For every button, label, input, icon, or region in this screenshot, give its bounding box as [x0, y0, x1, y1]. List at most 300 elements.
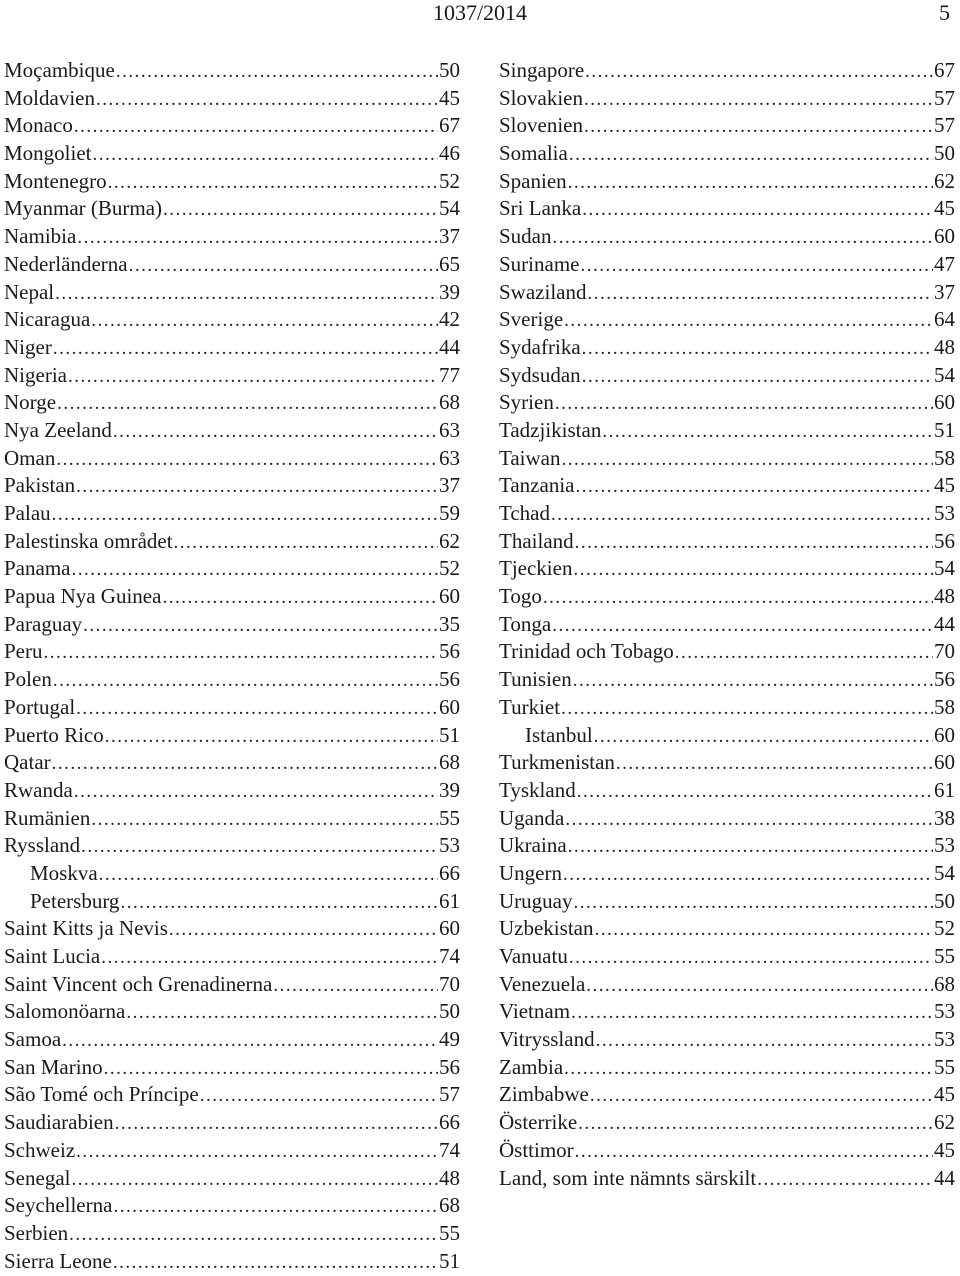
entry-name: Slovakien	[499, 85, 583, 110]
entry-name: Ryssland	[4, 833, 81, 858]
index-entry	[4, 528, 460, 556]
dot-leader	[564, 1055, 933, 1083]
entry-page-number: 57	[439, 1082, 460, 1107]
index-entry	[4, 998, 460, 1026]
dot-leader	[675, 639, 933, 667]
index-entry	[4, 1220, 460, 1248]
dot-leader	[91, 806, 438, 834]
entry-name: Monaco	[4, 113, 73, 138]
index-entry	[499, 140, 955, 168]
dot-leader	[573, 667, 933, 695]
index-entry	[499, 1137, 955, 1165]
entry-name: Trinidad och Tobago	[499, 639, 674, 664]
entry-page-number: 50	[439, 58, 460, 82]
index-entry	[499, 777, 955, 805]
index-entry	[4, 251, 460, 279]
dot-leader	[596, 1027, 933, 1055]
index-entry	[499, 1054, 955, 1082]
entry-page-number: 56	[934, 667, 955, 692]
entry-page-number: 74	[439, 944, 460, 968]
dot-leader	[113, 1249, 438, 1276]
index-entry	[499, 555, 955, 583]
index-entry	[4, 555, 460, 583]
entry-name: Paraguay	[4, 611, 83, 636]
entry-name: Serbien	[4, 1220, 69, 1245]
index-entry	[499, 528, 955, 556]
entry-name: Seychellerna	[4, 1193, 113, 1218]
entry-page-number: 56	[439, 667, 460, 692]
dot-leader	[62, 1027, 438, 1055]
dot-leader	[573, 889, 933, 917]
entry-page-number: 51	[439, 1248, 460, 1273]
entry-name: Tjeckien	[499, 556, 573, 581]
dot-leader	[91, 307, 438, 335]
dot-leader	[174, 529, 438, 557]
entry-page-number: 60	[439, 916, 460, 941]
entry-page-number: 54	[439, 196, 460, 221]
entry-page-number: 67	[439, 113, 460, 138]
entry-name: Östtimor	[499, 1137, 574, 1162]
entry-page-number: 44	[439, 334, 460, 359]
dot-leader	[569, 944, 933, 972]
entry-page-number: 51	[439, 722, 460, 747]
dot-leader	[52, 750, 438, 778]
entry-name: Norge	[4, 390, 57, 415]
dot-leader	[575, 529, 933, 557]
entry-name: Palestinska området	[4, 528, 173, 553]
dot-leader	[551, 501, 933, 529]
dot-leader	[586, 972, 933, 1000]
entry-name: Taiwan	[499, 445, 561, 470]
entry-name: Panama	[4, 556, 71, 581]
dot-leader	[99, 861, 438, 889]
dot-leader	[116, 58, 438, 86]
entry-name: Vitryssland	[499, 1027, 595, 1052]
entry-name: Rumänien	[4, 805, 91, 830]
entry-name: Moçambique	[4, 58, 115, 82]
entry-name: Puerto Rico	[4, 722, 104, 747]
entry-page-number: 63	[439, 417, 460, 442]
entry-page-number: 63	[439, 445, 460, 470]
entry-name: Pakistan	[4, 473, 76, 498]
entry-page-number: 60	[439, 694, 460, 719]
index-entry	[4, 1054, 460, 1082]
index-entry	[499, 306, 955, 334]
entry-name: Suriname	[499, 251, 580, 276]
dot-leader	[105, 723, 438, 751]
dot-leader	[162, 584, 438, 612]
dot-leader	[555, 390, 933, 418]
dot-leader	[76, 473, 438, 501]
dot-leader	[69, 1221, 438, 1249]
index-entry	[4, 112, 460, 140]
entry-page-number: 49	[439, 1027, 460, 1052]
entry-page-number: 61	[439, 888, 460, 913]
entry-page-number: 58	[934, 694, 955, 719]
entry-name: Niger	[4, 334, 52, 359]
index-entry	[499, 417, 955, 445]
dot-leader	[575, 473, 933, 501]
entry-page-number: 62	[934, 1110, 955, 1135]
entry-name: Sverige	[499, 307, 564, 332]
entry-page-number: 37	[439, 224, 460, 249]
index-entry	[499, 112, 955, 140]
entry-name: Samoa	[4, 1027, 62, 1052]
index-entry	[4, 1109, 460, 1137]
entry-name: Moldavien	[4, 85, 95, 110]
entry-name: Nya Zeeland	[4, 417, 112, 442]
dot-leader	[580, 252, 933, 280]
index-entry	[4, 57, 460, 85]
dot-leader	[71, 556, 438, 584]
entry-name: Ukraina	[499, 833, 567, 858]
dot-leader	[108, 169, 438, 197]
entry-page-number: 56	[439, 1054, 460, 1079]
index-subentry	[4, 888, 460, 916]
dot-leader	[68, 363, 438, 391]
dot-leader	[553, 224, 934, 252]
entry-name: Vanuatu	[499, 944, 568, 968]
entry-name: Togo	[499, 584, 542, 609]
dot-leader	[44, 639, 439, 667]
index-entry	[499, 223, 955, 251]
entry-page-number: 55	[934, 944, 955, 968]
entry-name: Portugal	[4, 694, 76, 719]
index-entry	[4, 362, 460, 390]
entry-page-number: 56	[934, 528, 955, 553]
entry-name: Land, som inte nämnts särskilt	[499, 1165, 757, 1190]
dot-leader	[564, 307, 933, 335]
entry-name: Österrike	[499, 1110, 578, 1135]
entry-page-number: 55	[934, 1054, 955, 1079]
page-header	[0, 0, 960, 30]
dot-leader	[77, 224, 438, 252]
entry-name: Sydafrika	[499, 334, 581, 359]
dot-leader	[552, 612, 933, 640]
dot-leader	[561, 695, 933, 723]
entry-page-number: 60	[934, 390, 955, 415]
index-entry	[4, 694, 460, 722]
entry-name: Uruguay	[499, 888, 573, 913]
dot-leader	[126, 999, 438, 1027]
index-entry	[499, 971, 955, 999]
index-entry	[499, 1109, 955, 1137]
dot-leader	[568, 169, 933, 197]
entry-name: Syrien	[499, 390, 554, 415]
entry-page-number: 68	[439, 750, 460, 775]
entry-page-number: 61	[934, 777, 955, 802]
index-entry	[499, 500, 955, 528]
entry-name: Peru	[4, 639, 43, 664]
entry-name: Tchad	[499, 501, 551, 525]
index-entry	[4, 279, 460, 307]
dot-leader	[602, 418, 933, 446]
entry-page-number: 57	[934, 113, 955, 138]
entry-name: Spanien	[499, 168, 567, 193]
dot-leader	[562, 446, 933, 474]
entry-name: Zimbabwe	[499, 1082, 589, 1107]
entry-name: Senegal	[4, 1165, 71, 1190]
index-entry	[4, 1137, 460, 1165]
entry-name: Uganda	[499, 805, 565, 830]
entry-name: Saint Kitts ja Nevis	[4, 916, 168, 941]
dot-leader	[71, 1166, 438, 1194]
index-entry	[4, 611, 460, 639]
dot-leader	[568, 833, 933, 861]
entry-page-number: 48	[439, 1165, 460, 1190]
index-entry	[4, 140, 460, 168]
dot-leader	[273, 972, 438, 1000]
index-entry	[499, 832, 955, 860]
index-entry	[4, 638, 460, 666]
entry-name: Sydsudan	[499, 362, 581, 387]
entry-page-number: 65	[439, 251, 460, 276]
index-entry	[499, 1165, 955, 1193]
index-entry	[499, 445, 955, 473]
dot-leader	[56, 446, 438, 474]
entry-page-number: 42	[439, 307, 460, 332]
index-entry	[499, 611, 955, 639]
index-entry	[499, 362, 955, 390]
entry-page-number: 50	[934, 141, 955, 166]
entry-name: Saint Lucia	[4, 944, 101, 968]
index-entry	[4, 943, 460, 971]
dot-leader	[55, 280, 438, 308]
dot-leader	[584, 113, 933, 141]
entry-name: Petersburg	[30, 888, 120, 913]
entry-name: Sri Lanka	[499, 196, 582, 221]
entry-name: Sierra Leone	[4, 1248, 112, 1273]
index-entry	[499, 915, 955, 943]
index-entry	[4, 389, 460, 417]
entry-name: Sudan	[499, 224, 552, 249]
index-entry	[4, 500, 460, 528]
dot-leader	[53, 667, 438, 695]
entry-page-number: 54	[934, 362, 955, 387]
dot-leader	[584, 86, 933, 114]
entry-page-number: 53	[934, 501, 955, 525]
entry-page-number: 39	[439, 279, 460, 304]
index-entry	[4, 85, 460, 113]
entry-name: Istanbul	[525, 722, 593, 747]
entry-name: Oman	[4, 445, 56, 470]
index-entry	[4, 1192, 460, 1220]
entry-page-number: 48	[934, 334, 955, 359]
dot-leader	[129, 252, 438, 280]
entry-page-number: 70	[439, 971, 460, 996]
entry-name: Saint Vincent och Grenadinerna	[4, 971, 273, 996]
entry-name: Thailand	[499, 528, 574, 553]
entry-page-number: 45	[934, 196, 955, 221]
entry-page-number: 45	[934, 473, 955, 498]
dot-leader	[594, 723, 933, 751]
entry-name: Slovenien	[499, 113, 583, 138]
index-entry	[4, 666, 460, 694]
entry-page-number: 56	[439, 639, 460, 664]
entry-name: Turkmenistan	[499, 750, 615, 775]
entry-page-number: 45	[934, 1137, 955, 1162]
entry-name: Nederländerna	[4, 251, 128, 276]
entry-name: Somalia	[499, 141, 568, 166]
dot-leader	[113, 1193, 438, 1221]
index-entry	[4, 1081, 460, 1109]
index-entry	[499, 472, 955, 500]
index-entry	[4, 1165, 460, 1193]
entry-page-number: 57	[934, 85, 955, 110]
dot-leader	[590, 1082, 933, 1110]
entry-name: Palau	[4, 501, 51, 525]
entry-page-number: 39	[439, 777, 460, 802]
entry-page-number: 55	[439, 1220, 460, 1245]
dot-leader	[115, 1110, 438, 1138]
index-entry	[4, 915, 460, 943]
entry-page-number: 66	[439, 1110, 460, 1135]
entry-page-number: 51	[934, 417, 955, 442]
entry-name: Qatar	[4, 750, 51, 775]
index-entry	[4, 195, 460, 223]
entry-name: Swaziland	[499, 279, 587, 304]
entry-page-number: 52	[934, 916, 955, 941]
entry-page-number: 60	[934, 722, 955, 747]
entry-name: Tanzania	[499, 473, 575, 498]
dot-leader	[582, 196, 933, 224]
entry-page-number: 52	[439, 168, 460, 193]
entry-page-number: 60	[934, 224, 955, 249]
entry-page-number: 54	[934, 556, 955, 581]
index-entry	[499, 749, 955, 777]
index-entry	[499, 85, 955, 113]
entry-page-number: 37	[934, 279, 955, 304]
entry-name: Tunisien	[499, 667, 572, 692]
index-entry	[499, 583, 955, 611]
entry-name: São Tomé och Príncipe	[4, 1082, 199, 1107]
entry-name: Vietnam	[499, 999, 571, 1024]
entry-page-number: 70	[934, 639, 955, 664]
entry-page-number: 68	[439, 390, 460, 415]
entry-page-number: 45	[439, 85, 460, 110]
dot-leader	[571, 999, 933, 1027]
entry-page-number: 45	[934, 1082, 955, 1107]
entry-page-number: 54	[934, 860, 955, 885]
index-entry	[4, 168, 460, 196]
entry-page-number: 62	[439, 528, 460, 553]
entry-page-number: 35	[439, 611, 460, 636]
dot-leader	[573, 556, 933, 584]
entry-page-number: 74	[439, 1137, 460, 1162]
index-entry	[499, 251, 955, 279]
entry-name: Polen	[4, 667, 52, 692]
index-entry	[499, 1081, 955, 1109]
entry-name: Tonga	[499, 611, 552, 636]
entry-page-number: 50	[934, 888, 955, 913]
index-entry	[499, 1026, 955, 1054]
entry-name: Schweiz	[4, 1137, 76, 1162]
dot-leader	[577, 778, 933, 806]
entry-page-number: 59	[439, 501, 460, 525]
entry-name: Rwanda	[4, 777, 73, 802]
entry-name: Zambia	[499, 1054, 564, 1079]
entry-name: Salomonöarna	[4, 999, 126, 1024]
entry-page-number: 64	[934, 307, 955, 332]
dot-leader	[83, 612, 438, 640]
dot-leader	[93, 141, 439, 169]
entry-page-number: 67	[934, 58, 955, 82]
entry-name: Mongoliet	[4, 141, 92, 166]
entry-name: Myanmar (Burma)	[4, 196, 163, 221]
entry-name: San Marino	[4, 1054, 103, 1079]
entry-name: Turkiet	[499, 694, 561, 719]
index-entry	[499, 334, 955, 362]
dot-leader	[582, 363, 933, 391]
dot-leader	[565, 806, 933, 834]
dot-leader	[575, 1138, 933, 1166]
entry-page-number: 44	[934, 1165, 955, 1190]
dot-leader	[587, 280, 933, 308]
index-entry	[4, 306, 460, 334]
entry-page-number: 47	[934, 251, 955, 276]
entry-name: Papua Nya Guinea	[4, 584, 162, 609]
entry-page-number: 55	[439, 805, 460, 830]
dot-leader	[74, 113, 438, 141]
index-entry	[4, 223, 460, 251]
dot-leader	[96, 86, 438, 114]
dot-leader	[101, 944, 438, 972]
dot-leader	[52, 501, 438, 529]
entry-name: Venezuela	[499, 971, 586, 996]
dot-leader	[76, 1138, 438, 1166]
dot-leader	[74, 778, 438, 806]
entry-name: Nigeria	[4, 362, 67, 387]
index-entry	[4, 1248, 460, 1276]
index-entry	[4, 832, 460, 860]
index-entry	[499, 694, 955, 722]
entry-page-number: 60	[439, 584, 460, 609]
entry-page-number: 46	[439, 141, 460, 166]
dot-leader	[104, 1055, 438, 1083]
entry-name: Montenegro	[4, 168, 107, 193]
entry-page-number: 77	[439, 362, 460, 387]
index-entry	[4, 722, 460, 750]
index-subentry	[499, 722, 955, 750]
index-entry	[4, 1026, 460, 1054]
entry-name: Namibia	[4, 224, 77, 249]
index-entry	[499, 943, 955, 971]
entry-name: Tadzjikistan	[499, 417, 602, 442]
index-entry	[499, 57, 955, 85]
entry-name: Uzbekistan	[499, 916, 594, 941]
entry-page-number: 37	[439, 473, 460, 498]
dot-leader	[113, 418, 438, 446]
dot-leader	[582, 335, 933, 363]
index-entry	[4, 334, 460, 362]
index-column-left	[4, 57, 460, 1275]
dot-leader	[76, 695, 438, 723]
index-entry	[499, 805, 955, 833]
index-entry	[499, 168, 955, 196]
entry-page-number: 66	[439, 860, 460, 885]
index-entry	[499, 888, 955, 916]
index-entry	[499, 638, 955, 666]
dot-leader	[163, 196, 438, 224]
entry-page-number: 62	[934, 168, 955, 193]
index-subentry	[4, 860, 460, 888]
dot-leader	[585, 58, 933, 86]
dot-leader	[120, 889, 438, 917]
entry-page-number: 52	[439, 556, 460, 581]
entry-name: Nepal	[4, 279, 55, 304]
dot-leader	[200, 1082, 438, 1110]
index-entry	[499, 998, 955, 1026]
